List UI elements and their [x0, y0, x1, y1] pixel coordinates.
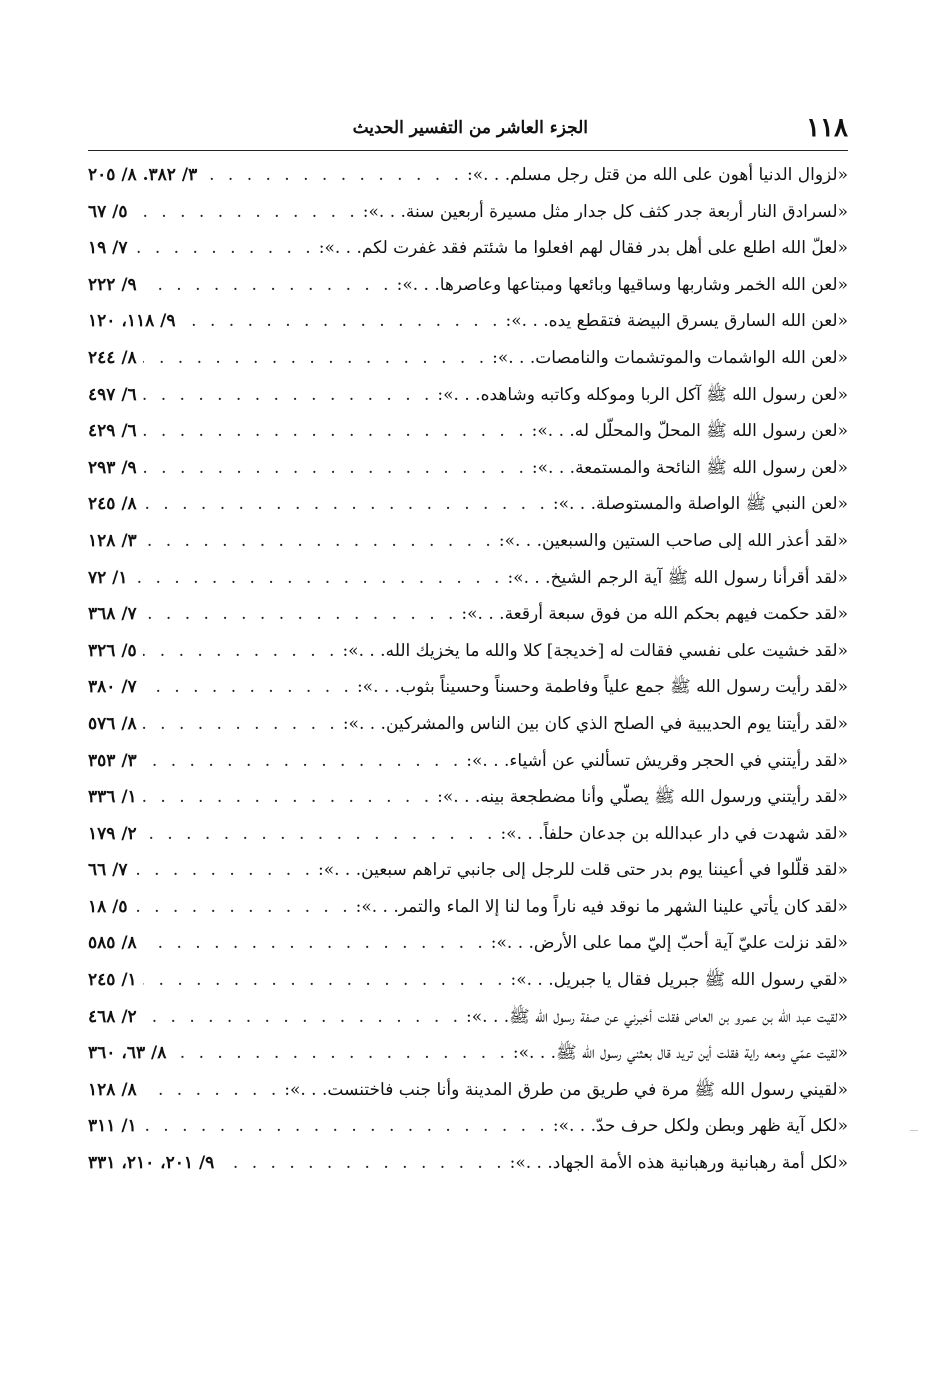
entry-text: «لقد رأيتني في الحجر وقريش تسألني عن أشياء. . .»:: [466, 750, 848, 771]
entry-reference: ٥/ ٣٢٦: [88, 640, 137, 661]
entry-text: «لكل آية ظهر وبطن ولكل حرف حدّ. . .»:: [552, 1116, 848, 1137]
entry-text: «لزوال الدنيا أهون على الله من قتل رجل مسلم. . .»:: [466, 165, 848, 185]
dot-leader: [203, 157, 463, 194]
dot-leader: [143, 633, 339, 670]
index-entry: [88, 669, 848, 706]
entry-reference: ٩/ ٢٩٣: [88, 457, 137, 478]
entry-text: «لقد أعذر الله إلى صاحب الستين والسبعين. . .»:: [498, 530, 848, 551]
index-entry: [88, 962, 848, 999]
index-entry: [88, 560, 848, 597]
entry-reference: ٧/ ٦٦: [88, 860, 128, 881]
dot-leader: [143, 1108, 549, 1145]
index-entry: [88, 377, 848, 414]
index-entry: [88, 194, 848, 231]
page-number: ١١٨: [806, 113, 848, 143]
index-entry: [88, 523, 848, 560]
dot-leader: [143, 743, 463, 780]
dot-leader: [220, 1145, 505, 1182]
entry-text: «لقد شهدت في دار عبدالله بن جدعان حلفاً. . .»:: [500, 823, 848, 844]
entry-text: «لقيت عمّي ومعه راية فقلت أين تريد قال بعثني رسول الله ﷺ. . .»:: [512, 1043, 848, 1064]
entry-text: «لقد قلّلوا في أعيننا يوم بدر حتى قلت للرجل إلى جانبي تراهم سبعين. . .»:: [318, 860, 848, 881]
running-title: الجزء العاشر من التفسير الحديث: [352, 118, 588, 138]
index-entry: [88, 1072, 848, 1109]
dot-leader: [143, 779, 433, 816]
entry-reference: ٩/ ٢٢٢: [88, 274, 137, 295]
entry-text: «لقد رأيتنا يوم الحديبية في الصلح الذي كان بين الناس والمشركين. . .»:: [342, 713, 848, 734]
entry-reference: ٨/ ٥٧٦: [88, 713, 137, 734]
entry-text: «لكل أمة رهبانية ورهبانية هذه الأمة الجهاد. . .»:: [509, 1153, 848, 1174]
entry-reference: ٨/ ١٢٨: [88, 1079, 137, 1100]
hadith-index-list: [88, 157, 848, 1182]
dot-leader: [134, 889, 352, 926]
index-entry: [88, 157, 848, 194]
dot-leader: [143, 377, 434, 414]
entry-text: «لعن رسول الله ﷺ آكل الربا وموكله وكاتبه وشاهده. . .»:: [437, 384, 848, 405]
entry-reference: ٨/ ٢٤٤: [88, 347, 137, 368]
index-entry: [88, 340, 848, 377]
index-entry: [88, 596, 848, 633]
margin-mark: [910, 1130, 918, 1131]
index-entry: [88, 633, 848, 670]
dot-leader: [143, 999, 462, 1036]
entry-text: «لعلّ الله اطلع على أهل بدر فقال لهم افعلوا ما شئتم فقد غفرت لكم. . .»:: [318, 238, 848, 259]
dot-leader: [143, 816, 497, 853]
entry-reference: ٩/ ١١٨، ١٢٠: [88, 311, 176, 332]
index-entry: [88, 706, 848, 743]
entry-text: «لسرادق النار أربعة جدر كثف كل جدار مثل مسيرة أربعين سنة. . .»:: [362, 201, 848, 222]
index-entry: [88, 816, 848, 853]
entry-reference: ١/ ٧٢: [88, 567, 128, 588]
dot-leader: [143, 706, 339, 743]
dot-leader: [172, 1035, 509, 1072]
dot-leader: [143, 450, 528, 487]
entry-reference: ٦/ ٤٢٩: [88, 421, 137, 442]
dot-leader: [143, 596, 458, 633]
index-entry: [88, 413, 848, 450]
entry-reference: ٦/ ٤٩٧: [88, 384, 137, 405]
index-entry: [88, 999, 848, 1036]
entry-reference: ٩/ ٢٠١، ٢١٠، ٣٣١: [88, 1153, 215, 1174]
entry-text: «لقد رأيت رسول الله ﷺ جمع علياً وفاطمة وحسناً وحسيناً بثوب. . .»:: [356, 677, 848, 698]
dot-leader: [143, 413, 528, 450]
dot-leader: [143, 523, 495, 560]
page-header: [88, 110, 848, 146]
entry-reference: ٥/ ١٨: [88, 896, 128, 917]
index-entry: [88, 230, 848, 267]
entry-text: «لقي رسول الله ﷺ جبريل فقال يا جبريل. . .»:: [510, 970, 848, 991]
entry-reference: ٨/ ٢٤٥: [88, 494, 137, 515]
entry-text: «لعن الله السارق يسرق البيضة فتقطع يده. . .»:: [505, 311, 848, 332]
entry-reference: ٧/ ٣٦٨: [88, 604, 137, 625]
index-entry: [88, 1145, 848, 1182]
dot-leader: [143, 962, 507, 999]
entry-reference: ١/ ٣١١: [88, 1116, 137, 1137]
entry-reference: ٣/ ١٢٨: [88, 530, 137, 551]
entry-text: «لقد أقرأنا رسول الله ﷺ آية الرجم الشيخ. . .»:: [507, 567, 848, 588]
dot-leader: [143, 340, 488, 377]
entry-text: «لعن رسول الله ﷺ المحلّ والمحلّل له. . .»:: [531, 421, 848, 442]
entry-text: «لقد خشيت على نفسي فقالت له [خديجة] كلا والله ما يخزيك الله. . .»:: [342, 640, 848, 661]
entry-reference: ٧/ ١٩: [88, 238, 128, 259]
entry-reference: ٢/ ٤٦٨: [88, 1006, 137, 1027]
dot-leader: [134, 230, 315, 267]
dot-leader: [143, 486, 549, 523]
dot-leader: [143, 925, 487, 962]
entry-reference: ٨/ ٥٨٥: [88, 933, 137, 954]
index-entry: [88, 486, 848, 523]
entry-text: «لقد رأيتني ورسول الله ﷺ يصلّي وأنا مضطجعة بينه. . .»:: [437, 787, 848, 808]
dot-leader: [134, 852, 314, 889]
entry-text: «لقيت عبد الله بن عمرو بن العاص فقلت أخبرني عن صفة رسول الله ﷺ. . .»:: [466, 1006, 848, 1027]
entry-text: «لقد نزلت عليّ آية أحبّ إليّ مما على الأرض. . .»:: [490, 933, 848, 954]
header-rule: [88, 150, 848, 151]
dot-leader: [134, 560, 504, 597]
entry-text: «لقد حكمت فيهم بحكم الله من فوق سبعة أرقعة. . .»:: [461, 604, 848, 625]
entry-text: «لقد كان يأتي علينا الشهر ما نوقد فيه ناراً وما لنا إلا الماء والتمر. . .»:: [355, 896, 848, 917]
entry-reference: ١/ ٣٣٦: [88, 787, 137, 808]
index-entry: [88, 779, 848, 816]
index-entry: [88, 889, 848, 926]
entry-text: «لعن رسول الله ﷺ النائحة والمستمعة. . .»:: [531, 457, 848, 478]
entry-reference: ٣/ ٣٥٣: [88, 750, 137, 771]
entry-reference: ٥/ ٦٧: [88, 201, 128, 222]
index-entry: [88, 925, 848, 962]
entry-reference: ٣/ ٣٨٢. ٨/ ٢٠٥: [88, 165, 198, 185]
index-entry: [88, 450, 848, 487]
index-entry: [88, 303, 848, 340]
entry-text: «لقيني رسول الله ﷺ مرة في طريق من طرق المدينة وأنا جنب فاختنست. . .»:: [284, 1079, 848, 1100]
index-entry: [88, 1035, 848, 1072]
entry-reference: ٢/ ١٧٩: [88, 823, 137, 844]
index-entry: [88, 852, 848, 889]
entry-reference: ٧/ ٣٨٠: [88, 677, 137, 698]
entry-text: «لعن الله الواشمات والموتشمات والنامصات. . .»:: [492, 347, 848, 368]
entry-text: «لعن الله الخمر وشاربها وساقيها وبائعها ومبتاعها وعاصرها. . .»:: [396, 274, 848, 295]
entry-reference: ٨/ ٦٣، ٣٦٠: [88, 1043, 167, 1064]
dot-leader: [143, 1072, 281, 1109]
index-entry: [88, 1108, 848, 1145]
index-entry: [88, 267, 848, 304]
index-entry: [88, 743, 848, 780]
dot-leader: [143, 267, 393, 304]
dot-leader: [134, 194, 359, 231]
dot-leader: [143, 669, 353, 706]
entry-text: «لعن النبي ﷺ الواصلة والمستوصلة. . .»:: [552, 494, 848, 515]
dot-leader: [182, 303, 502, 340]
entry-reference: ١/ ٢٤٥: [88, 970, 137, 991]
